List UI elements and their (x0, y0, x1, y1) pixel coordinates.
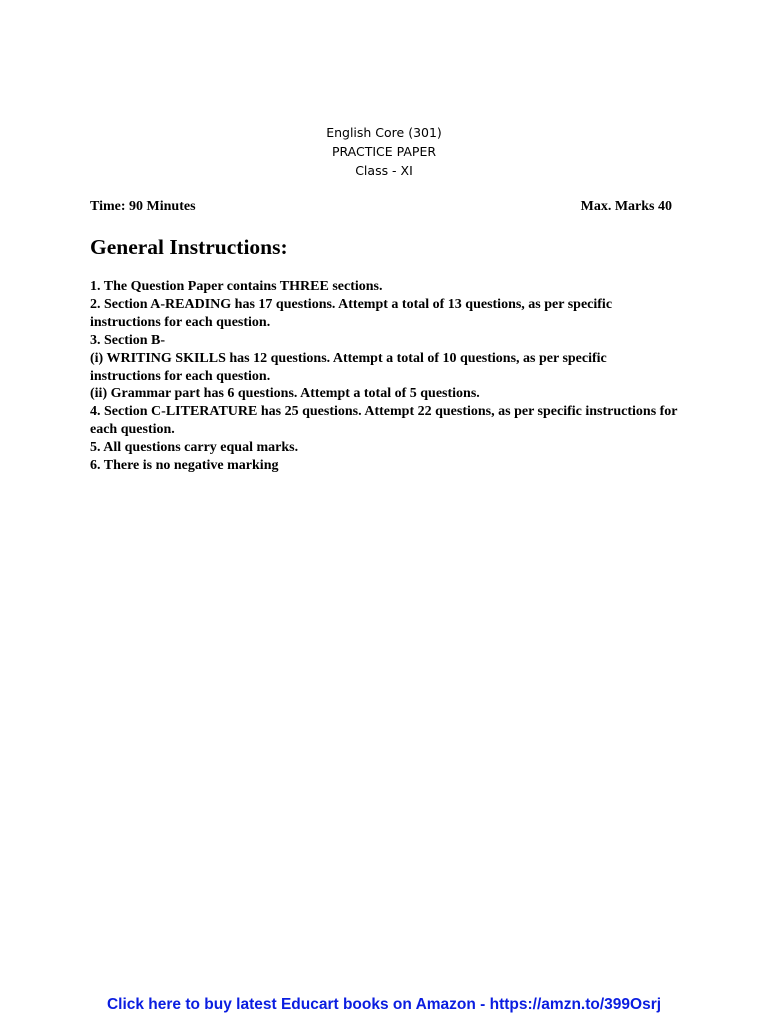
instructions-list (90, 278, 680, 475)
instruction-item: (ii) Grammar part has 6 questions. Attempt a total of 5 questions. (90, 386, 480, 402)
instruction-item: (i) WRITING SKILLS has 12 questions. Attempt a total of 10 questions, as per specific instructions for each question. (90, 350, 607, 384)
paper-type: PRACTICE PAPER (331, 144, 437, 159)
instruction-item: 2. Section A-READING has 17 questions. Attempt a total of 13 questions, as per specific instructions for each question. (90, 296, 613, 330)
paper-header (0, 123, 768, 180)
subject-title: English Core (301) (326, 125, 442, 140)
max-marks-label: Max. Marks 40 (580, 199, 672, 214)
instruction-item: 4. Section C-LITERATURE has 25 questions. Attempt 22 questions, as per specific instructions for each question. (90, 404, 678, 438)
instruction-item: 1. The Question Paper contains THREE sections. (90, 279, 383, 294)
class-label: Class - XI (355, 163, 413, 178)
instruction-item: 6. There is no negative marking (90, 458, 279, 474)
instruction-item: 5. All questions carry equal marks. (90, 440, 299, 456)
time-label: Time: 90 Minutes (90, 199, 196, 214)
instruction-item: 3. Section B- (90, 332, 166, 348)
exam-meta-row (90, 198, 672, 216)
instructions-heading: General Instructions: (90, 235, 288, 259)
amazon-buy-link[interactable]: Click here to buy latest Educart books on Amazon - https://amzn.to/399Osrj (106, 996, 662, 1013)
